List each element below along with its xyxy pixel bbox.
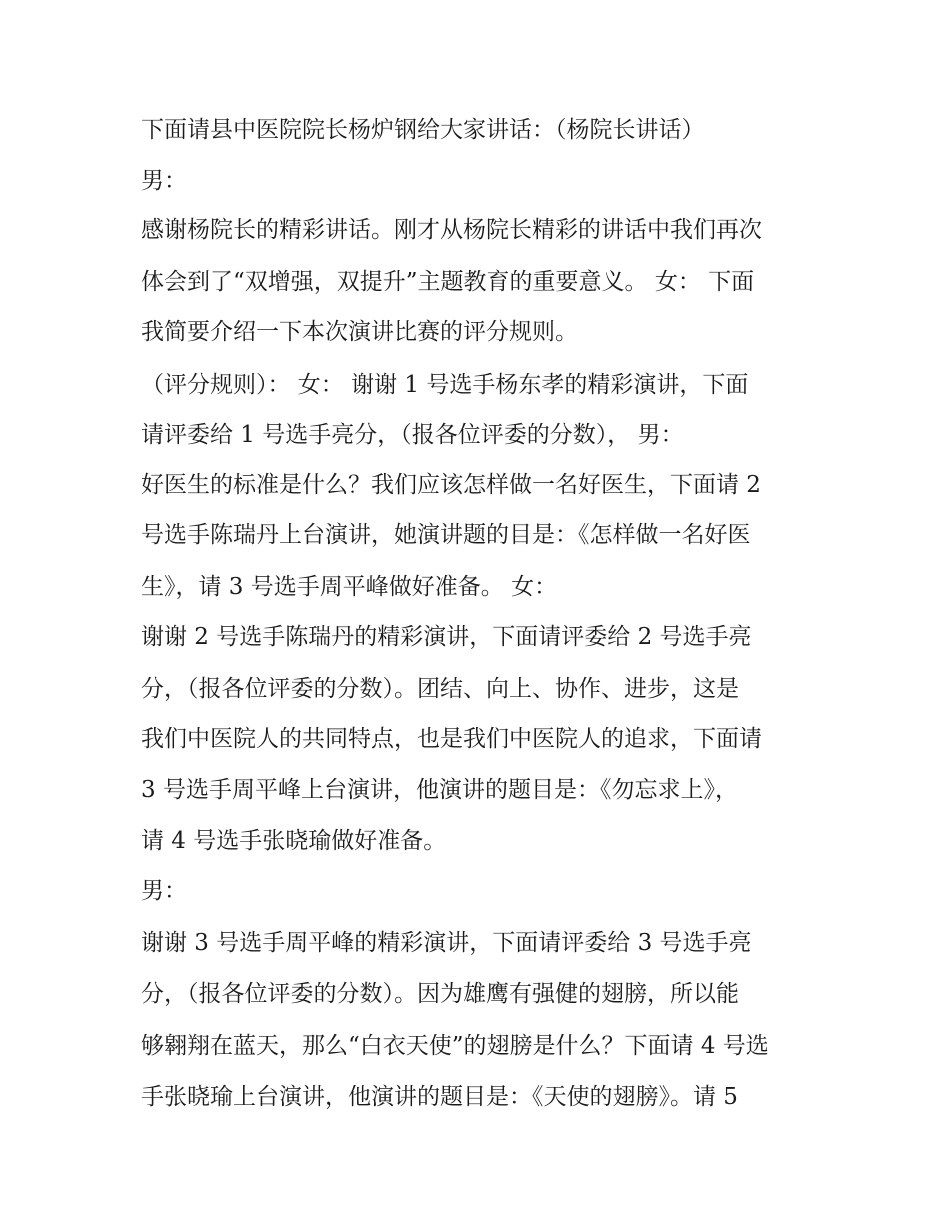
text-line: 够翱翔在蓝天，那么“白衣天使”的翅膀是什么？下面请 4 号选 xyxy=(141,1033,769,1059)
text-line: 我简要介绍一下本次演讲比赛的评分规则。 xyxy=(141,319,578,345)
text-line: 分，（报各位评委的分数）。团结、向上、协作、进步，这是 xyxy=(141,676,739,702)
speaker-label: 男： xyxy=(141,168,187,194)
text-line: 下面请县中医院院长杨炉钢给大家讲话：（杨院长讲话） xyxy=(141,117,705,143)
text-line: 请评委给 1 号选手亮分，（报各位评委的分数）， 男： xyxy=(141,422,684,448)
text-line: 谢谢 3 号选手周平峰的精彩演讲，下面请评委给 3 号选手亮 xyxy=(141,930,752,956)
text-line: 请 4 号选手张晓瑜做好准备。 xyxy=(141,828,447,854)
text-line: 3 号选手周平峰上台演讲，他演讲的题目是：《勿忘求上》， xyxy=(141,777,738,803)
text-line: （评分规则）： 女： 谢谢 1 号选手杨东孝的精彩演讲，下面 xyxy=(141,372,749,398)
speaker-label: 男： xyxy=(141,878,187,904)
text-line: 我们中医院人的共同特点，也是我们中医院人的追求，下面请 xyxy=(141,726,762,752)
text-line: 谢谢 2 号选手陈瑞丹的精彩演讲，下面请评委给 2 号选手亮 xyxy=(141,624,752,650)
text-line: 感谢杨院长的精彩讲话。刚才从杨院长精彩的讲话中我们再次 xyxy=(141,217,762,243)
text-line: 号选手陈瑞丹上台演讲，她演讲题的目是：《怎样做一名好医 xyxy=(141,522,751,548)
text-line: 生》，请 3 号选手周平峰做好准备。 女： xyxy=(141,574,558,600)
text-line: 手张晓瑜上台演讲，他演讲的题目是：《天使的翅膀》。请 5 xyxy=(141,1084,738,1110)
text-line: 体会到了“双增强，双提升”主题教育的重要意义。 女： 下面 xyxy=(141,269,755,295)
text-line: 分，（报各位评委的分数）。因为雄鹰有强健的翅膀，所以能 xyxy=(141,981,739,1007)
text-line: 好医生的标准是什么？我们应该怎样做一名好医生，下面请 2 xyxy=(141,472,761,498)
